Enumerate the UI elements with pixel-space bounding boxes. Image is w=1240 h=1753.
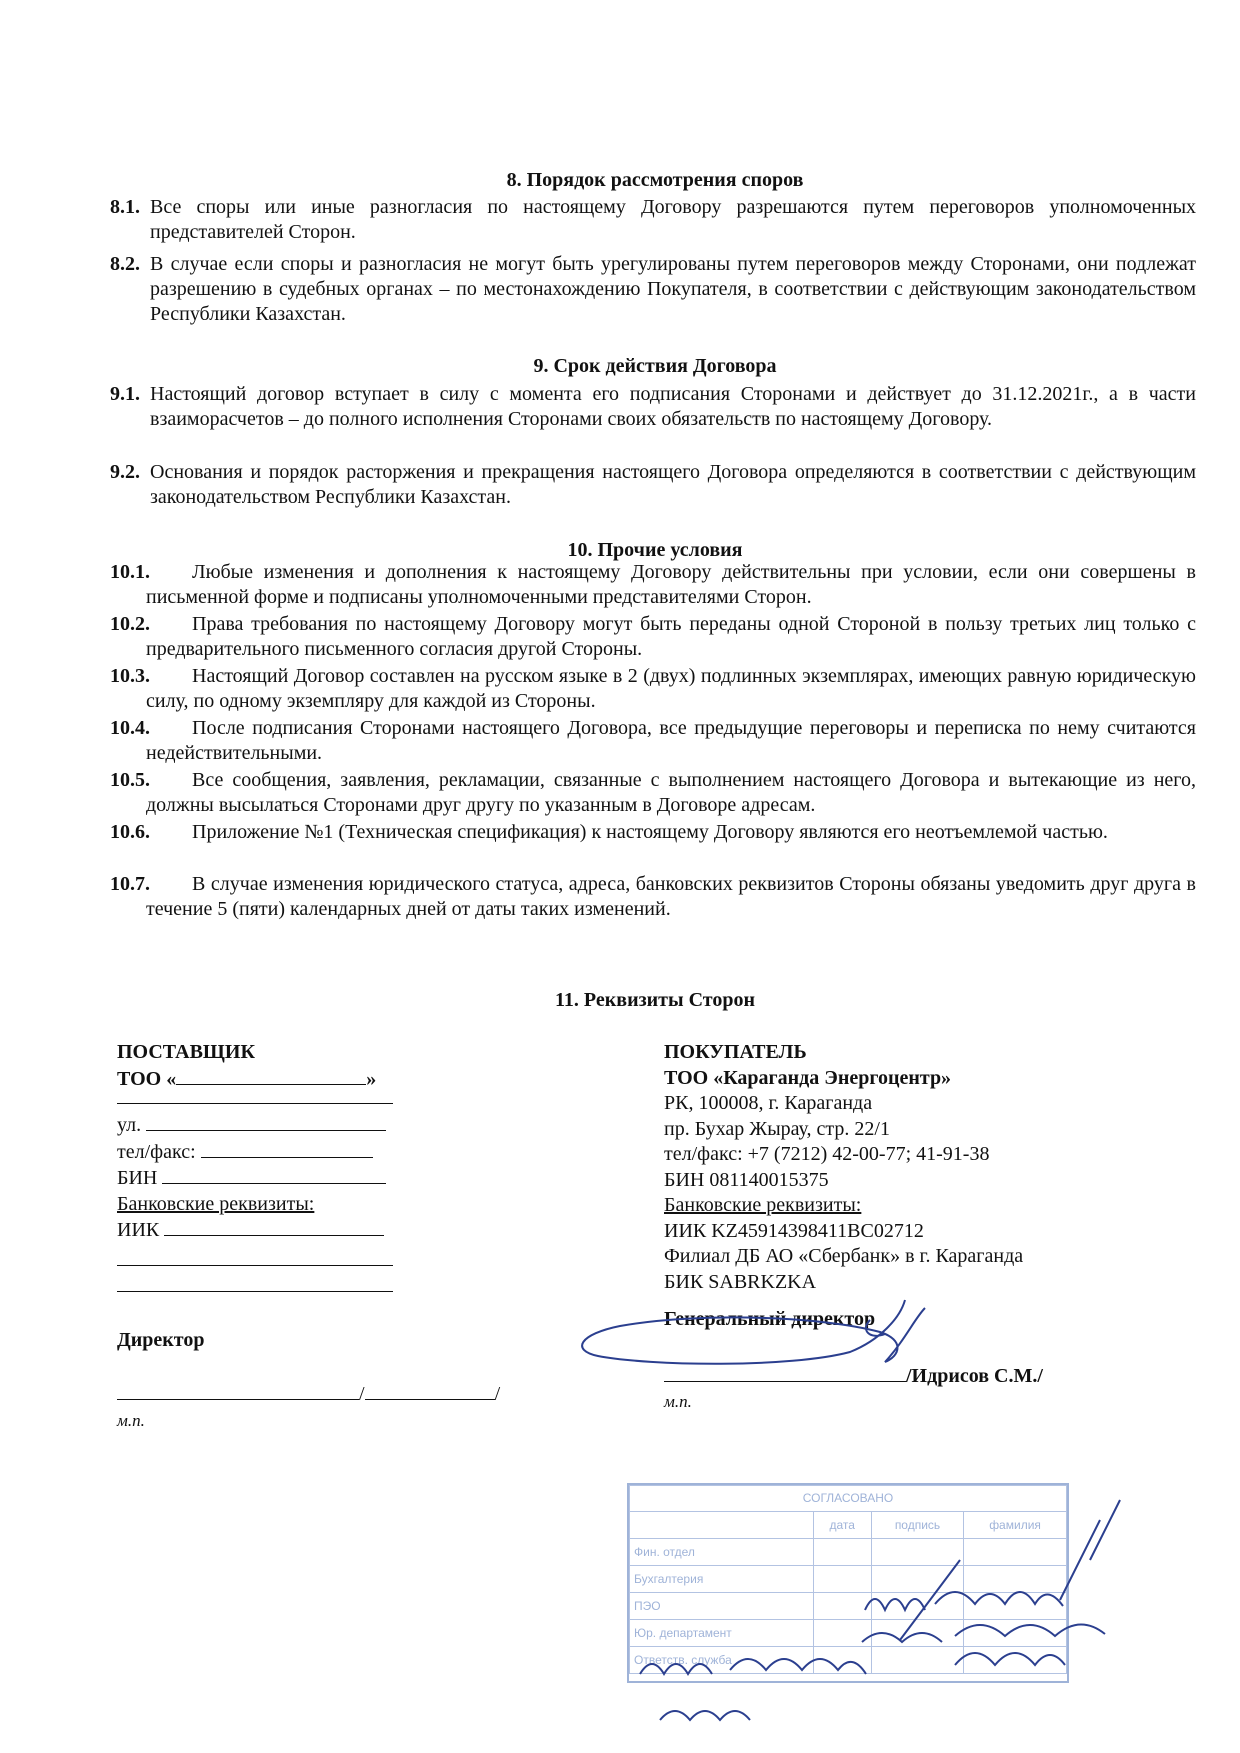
supplier-signature-line: / / (117, 1381, 407, 1408)
clause-text: В случае изменения юридического статуса, адреса, банковских реквизитов Стороны обязаны уведомить друг друга в течение 5 (пяти) календарных дней от даты таких изменений. (146, 873, 1196, 920)
buyer-org: ТОО «Караганда Энергоцентр» (664, 1066, 952, 1089)
clause-10-7 (110, 872, 1196, 922)
clause-10-3 (110, 664, 1196, 714)
clause-9-1 (110, 382, 1196, 432)
clause-text: Приложение №1 (Техническая спецификация) к настоящему Договору являются его неотъемлемой частью. (192, 821, 1108, 843)
clause-number: 10.7. (110, 873, 150, 895)
clause-10-1 (110, 560, 1196, 610)
stamp-cell (964, 1647, 1067, 1674)
stamp-row (630, 1647, 1067, 1674)
clause-text: Настоящий Договор составлен на русском языке в 2 (двух) подлинных экземплярах, имеющих равную юридическую силу, по одному экземпляру для каждой из Стороны. (146, 665, 1196, 712)
buyer-address-1: РК, 100008, г. Караганда (664, 1092, 873, 1114)
buyer-bik: БИК SABRKZKA (664, 1270, 817, 1293)
stamp-row-label: Юр. департамент (630, 1620, 814, 1647)
section-11-title: 11. Реквизиты Сторон (555, 989, 755, 1011)
clause-number: 9.1. (110, 383, 140, 405)
stamp-corner-cell (630, 1512, 814, 1539)
supplier-director-label: Директор (117, 1328, 205, 1351)
stamp-rows (630, 1539, 1067, 1674)
approval-stamp (627, 1483, 1069, 1683)
clause-text: Основания и порядок расторжения и прекращения настоящего Договора определяются в соответствии с действующим законодательством Республики Казахстан. (150, 461, 1196, 508)
clause-number: 8.1. (110, 196, 140, 218)
buyer-mp: м.п. (664, 1392, 692, 1411)
buyer-iik: ИИК KZ45914398411BC02712 (664, 1219, 924, 1242)
stamp-cell (871, 1620, 963, 1647)
buyer-signature-line: /Идрисов С.М./ (664, 1363, 1124, 1390)
supplier-bank-label: Банковские реквизиты: (117, 1192, 315, 1215)
stamp-col-sign: подпись (871, 1512, 963, 1539)
buyer-director-label: Генеральный директор (664, 1308, 876, 1330)
clause-number: 10.3. (110, 665, 150, 687)
section-8-title: 8. Порядок рассмотрения споров (506, 169, 804, 191)
stamp-row (630, 1566, 1067, 1593)
supplier-phone: тел/факс: (117, 1139, 407, 1166)
clause-text: Все сообщения, заявления, рекламации, связанные с выполнением настоящего Договора и вытекающие из него, должны высылаться Сторонами друг другу по указанным в Договоре адресам. (146, 769, 1196, 816)
supplier-mp: м.п. (117, 1410, 145, 1430)
clause-text: Права требования по настоящему Договору могут быть переданы одной Стороной в пользу третьих лиц только с предварительного письменного согласия другой Стороны. (146, 613, 1196, 660)
clause-number: 10.1. (110, 561, 150, 583)
supplier-street: ул. (117, 1112, 407, 1139)
stamp-row-label: Ответств. служба (630, 1647, 814, 1674)
clause-text: Настоящий договор вступает в силу с момента его подписания Сторонами и действует до 31.12.2021г., а в части взаиморасчетов – до полного исполнения Сторонами своих обязательств по настоящему Договору. (150, 383, 1196, 430)
section-10-title: 10. Прочие условия (567, 539, 743, 561)
stamp-cell (871, 1647, 963, 1674)
clause-8-1 (110, 195, 1196, 245)
stamp-cell (813, 1647, 871, 1674)
stamp-row (630, 1620, 1067, 1647)
stamp-col-name: фамилия (964, 1512, 1067, 1539)
stamp-row (630, 1539, 1067, 1566)
stamp-cell (813, 1620, 871, 1647)
stamp-cell (813, 1593, 871, 1620)
clause-number: 9.2. (110, 461, 140, 483)
stamp-title: СОГЛАСОВАНО (630, 1486, 1067, 1512)
clause-number: 10.6. (110, 821, 150, 843)
stamp-col-date: дата (813, 1512, 871, 1539)
buyer-bank: Филиал ДБ АО «Сбербанк» в г. Караганда (664, 1245, 1024, 1267)
buyer-phone: тел/факс: +7 (7212) 42-00-77; 41-91-38 (664, 1143, 990, 1165)
clause-text: Все споры или иные разногласия по настоящему Договору разрешаются путем переговоров уполномоченных представителей Сторон. (150, 196, 1196, 243)
clause-10-5 (110, 768, 1196, 818)
stamp-cell (871, 1539, 963, 1566)
clause-number: 10.5. (110, 769, 150, 791)
clause-text: После подписания Сторонами настоящего Договора, все предыдущие переговоры и переписка по нему считаются недействительными. (146, 717, 1196, 764)
stamp-row-label: Фин. отдел (630, 1539, 814, 1566)
buyer-address-2: пр. Бухар Жырау, стр. 22/1 (664, 1117, 890, 1140)
stamp-row (630, 1593, 1067, 1620)
clause-10-2 (110, 612, 1196, 662)
clause-10-6 (110, 820, 1196, 845)
buyer-bank-label: Банковские реквизиты: (664, 1194, 862, 1216)
buyer-heading: ПОКУПАТЕЛЬ (664, 1041, 807, 1063)
supplier-blank-line (117, 1102, 393, 1104)
stamp-cell (813, 1539, 871, 1566)
stamp-cell (813, 1566, 871, 1593)
clause-8-2 (110, 252, 1196, 327)
supplier-bin: БИН (117, 1165, 407, 1192)
section-9-title: 9. Срок действия Договора (533, 355, 777, 377)
stamp-cell (964, 1539, 1067, 1566)
clause-text: В случае если споры и разногласия не могут быть урегулированы путем переговоров между Сторонами, они подлежат разрешению в судебных органах – по местонахождению Покупателя, в соответствии с действующим законодательством Республики Казахстан. (150, 253, 1196, 325)
supplier-blank-line (117, 1264, 393, 1266)
stamp-cell (964, 1620, 1067, 1647)
stamp-row-label: Бухгалтерия (630, 1566, 814, 1593)
supplier-blank-line (117, 1290, 393, 1292)
clause-9-2 (110, 460, 1196, 510)
supplier-org: ТОО « » (117, 1067, 377, 1090)
stamp-row-label: ПЭО (630, 1593, 814, 1620)
buyer-bin: БИН 081140015375 (664, 1168, 829, 1191)
supplier-heading: ПОСТАВЩИК (117, 1041, 255, 1063)
stamp-cell (871, 1593, 963, 1620)
stamp-cell (871, 1566, 963, 1593)
clause-number: 8.2. (110, 253, 140, 275)
clause-number: 10.4. (110, 717, 150, 739)
stamp-cell (964, 1593, 1067, 1620)
stamp-cell (964, 1566, 1067, 1593)
supplier-iik: ИИК (117, 1217, 407, 1244)
clause-10-4 (110, 716, 1196, 766)
buyer-details (664, 1040, 1124, 1415)
supplier-details (117, 1040, 501, 1433)
clause-text: Любые изменения и дополнения к настоящему Договору действительны при условии, если они совершены в письменной форме и подписаны уполномоченными представителями Сторон. (146, 561, 1196, 608)
clause-number: 10.2. (110, 613, 150, 635)
